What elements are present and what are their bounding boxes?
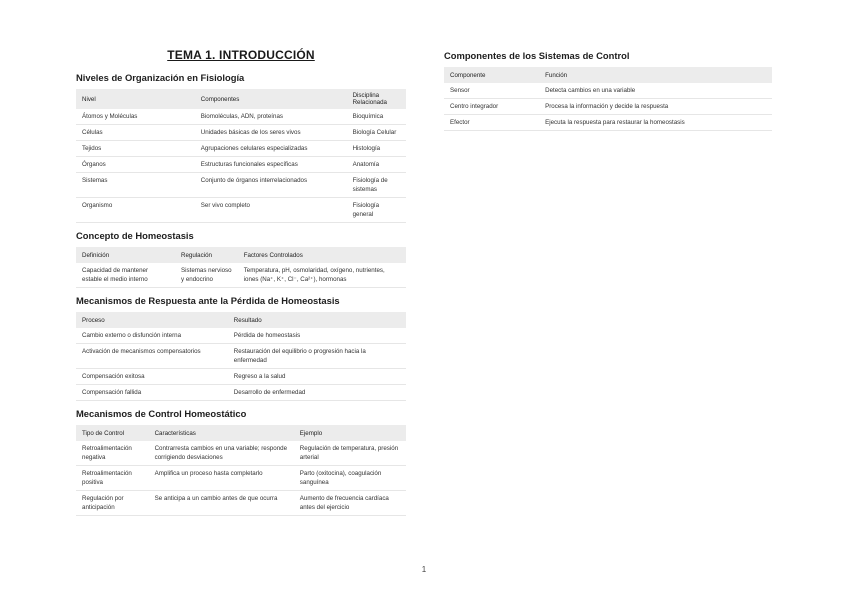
table-row [76,385,406,401]
table-row [76,198,406,223]
table-header-row [76,89,406,109]
table-cell: Regulación de temperatura, presión arterial [294,441,406,466]
table-row [444,83,772,99]
table-cell: Sistemas nervioso y endocrino [175,263,238,288]
table-cell: Anatomía [347,157,406,173]
table-cell: Biomoléculas, ADN, proteínas [195,109,347,125]
table-row [76,466,406,491]
column-header: Resultado [228,312,406,328]
table-cell: Átomos y Moléculas [76,109,195,125]
table-header-row [76,425,406,441]
table-cell: Ejecuta la respuesta para restaurar la homeostasis [539,115,772,131]
table-cell: Restauración del equilibrio o progresión hacia la enfermedad [228,344,406,369]
table-cell: Cambio externo o disfunción interna [76,328,228,344]
column-header: Nivel [76,89,195,109]
respuesta-heading: Mecanismos de Respuesta ante la Pérdida de Homeostasis [76,295,340,306]
column-header: Características [149,425,294,441]
table-cell: Estructuras funcionales específicas [195,157,347,173]
column-header: Ejemplo [294,425,406,441]
table-cell: Desarrollo de enfermedad [228,385,406,401]
table-row [76,369,406,385]
table-cell: Aumento de frecuencia cardíaca antes del ejercicio [294,491,406,516]
table-cell: Conjunto de órganos interrelacionados [195,173,347,198]
table-cell: Sensor [444,83,539,99]
right-column [444,50,772,131]
table-cell: Ser vivo completo [195,198,347,223]
column-header: Definición [76,247,175,263]
table-cell: Centro integrador [444,99,539,115]
table-cell: Temperatura, pH, osmolaridad, oxígeno, nutrientes, iones (Na⁺, K⁺, Cl⁻, Ca²⁺), hormonas [238,263,406,288]
table-cell: Compensación exitosa [76,369,228,385]
column-header: Función [539,67,772,83]
respuesta-table [76,312,406,401]
table-cell: Capacidad de mantener estable el medio interno [76,263,175,288]
table-cell: Pérdida de homeostasis [228,328,406,344]
table-cell: Amplifica un proceso hasta completarlo [149,466,294,491]
table-cell: Sistemas [76,173,195,198]
table-cell: Biología Celular [347,125,406,141]
control-table [76,425,406,516]
table-cell: Detecta cambios en una variable [539,83,772,99]
table-cell: Histología [347,141,406,157]
table-cell: Regreso a la salud [228,369,406,385]
table-row [76,328,406,344]
table-cell: Fisiología de sistemas [347,173,406,198]
table-row [76,441,406,466]
table-cell: Parto (oxitocina), coagulación sanguínea [294,466,406,491]
homeostasis-heading: Concepto de Homeostasis [76,230,194,241]
table-cell: Bioquímica [347,109,406,125]
table-row [76,141,406,157]
table-row [76,157,406,173]
table-header-row [76,247,406,263]
table-cell: Células [76,125,195,141]
table-cell: Agrupaciones celulares especializadas [195,141,347,157]
table-cell: Se anticipa a un cambio antes de que ocurra [149,491,294,516]
table-row [76,344,406,369]
table-cell: Procesa la información y decide la respuesta [539,99,772,115]
niveles-heading: Niveles de Organización en Fisiología [76,72,245,83]
table-cell: Contrarresta cambios en una variable; responde corrigiendo desviaciones [149,441,294,466]
table-cell: Activación de mecanismos compensatorios [76,344,228,369]
document-title: TEMA 1. INTRODUCCIÓN [167,48,315,62]
table-row [444,99,772,115]
column-header: Factores Controlados [238,247,406,263]
table-row [76,173,406,198]
table-header-row [76,312,406,328]
table-row [76,491,406,516]
table-cell: Compensación fallida [76,385,228,401]
table-cell: Organismo [76,198,195,223]
table-cell: Unidades básicas de los seres vivos [195,125,347,141]
column-header: Proceso [76,312,228,328]
componentes-heading: Componentes de los Sistemas de Control [444,50,630,61]
table-cell: Retroalimentación positiva [76,466,149,491]
column-header: Tipo de Control [76,425,149,441]
column-header: Regulación [175,247,238,263]
left-column [76,48,406,516]
page-number: 1 [421,565,427,574]
table-cell: Regulación por anticipación [76,491,149,516]
table-cell: Órganos [76,157,195,173]
column-header: Componentes [195,89,347,109]
column-header: Disciplina Relacionada [347,89,406,109]
table-cell: Efector [444,115,539,131]
control-heading: Mecanismos de Control Homeostático [76,408,247,419]
niveles-table [76,89,406,223]
table-cell: Tejidos [76,141,195,157]
homeostasis-table [76,247,406,288]
table-header-row [444,67,772,83]
table-row [76,263,406,288]
table-cell: Retroalimentación negativa [76,441,149,466]
column-header: Componente [444,67,539,83]
table-row [76,109,406,125]
table-row [444,115,772,131]
componentes-table [444,67,772,131]
table-cell: Fisiología general [347,198,406,223]
table-row [76,125,406,141]
